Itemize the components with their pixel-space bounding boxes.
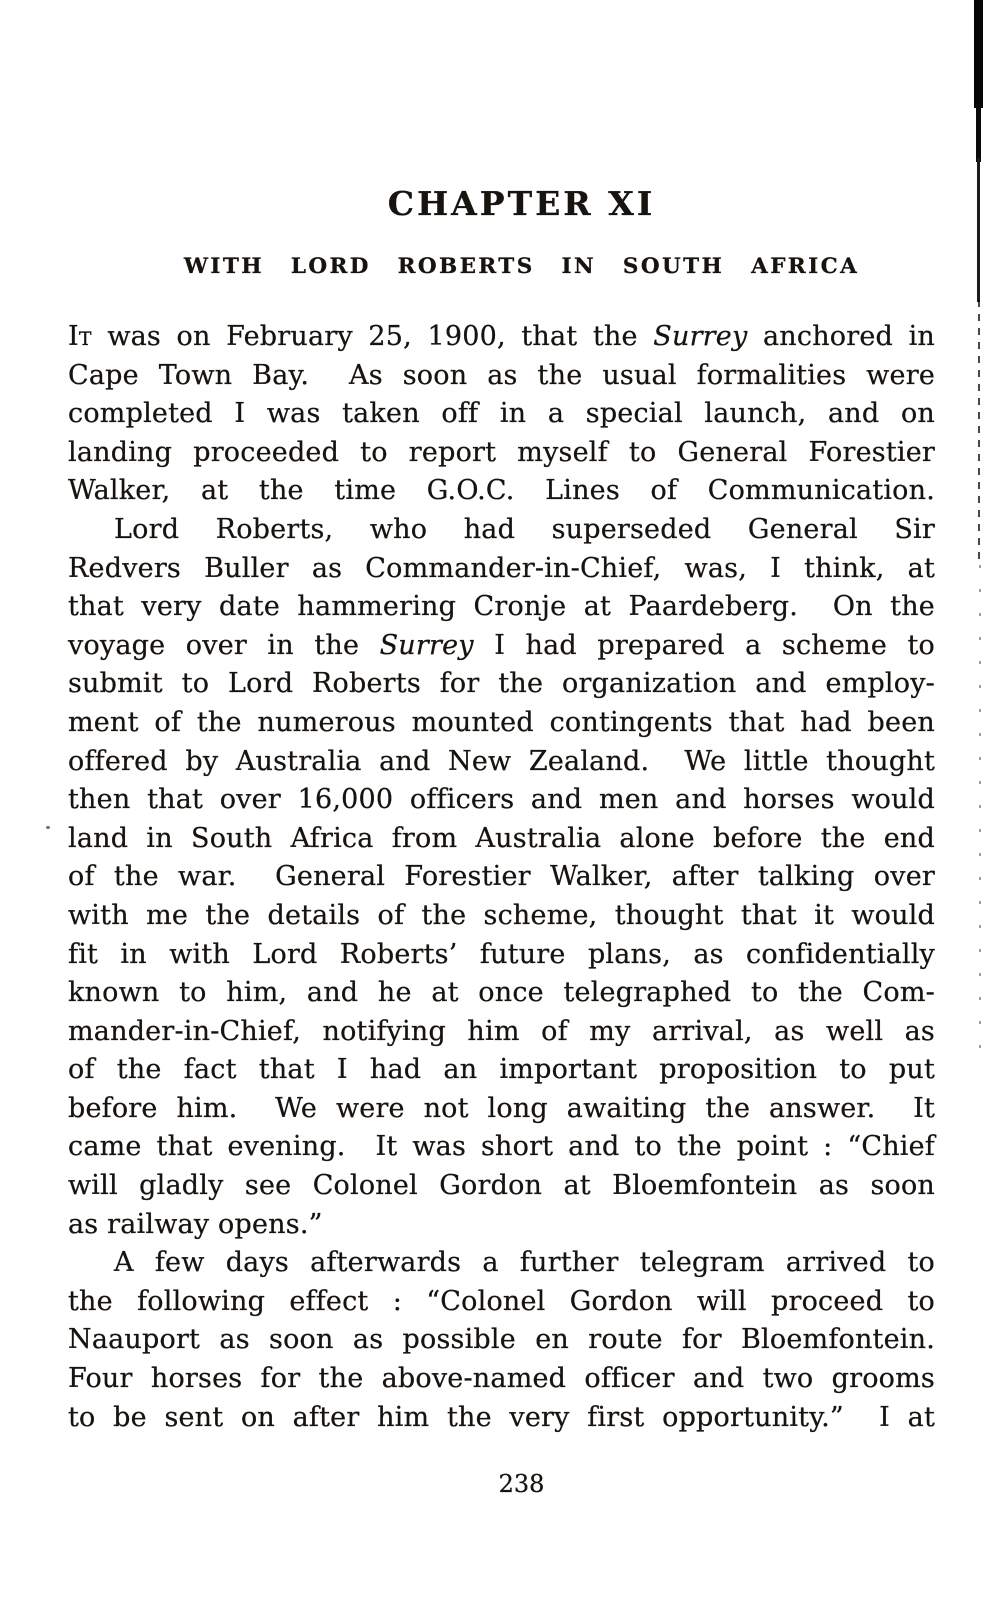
text-line: as railway opens.” [68, 1208, 323, 1240]
text-line: Cape Town Bay. As soon as the usual formalities were [68, 359, 935, 391]
chapter-heading: CHAPTER XI [387, 184, 656, 223]
text-line: then that over 16,000 officers and men and horses would [68, 784, 935, 816]
text-line: of the fact that I had an important proposition to put [68, 1054, 935, 1086]
text-line: with me the details of the scheme, thought that it would [68, 899, 935, 931]
text-line: Lord Roberts, who had superseded General Sir [114, 513, 935, 545]
text-line: mander-in-Chief, notifying him of my arrival, as well as [68, 1015, 935, 1047]
scan-edge-artifact [977, 158, 980, 302]
text-line: It was on February 25, 1900, that the Surrey anchored in [68, 321, 935, 352]
text-line: Walker, at the time G.O.C. Lines of Communication. [68, 475, 935, 507]
text-line: came that evening. It was short and to the point : “Chief [68, 1131, 935, 1163]
paragraph [68, 318, 935, 511]
text-line: voyage over in the Surrey I had prepared a scheme to [68, 629, 935, 661]
text-line: Redvers Buller as Commander-in-Chief, was, I think, at [68, 552, 935, 584]
body-text [68, 318, 935, 1437]
text-line: before him. We were not long awaiting the answer. It [68, 1092, 935, 1124]
text-line: ment of the numerous mounted contingents that had been [68, 706, 935, 738]
text-line: Naauport as soon as possible en route for Bloemfontein. [68, 1324, 935, 1356]
scan-edge-artifact [974, 0, 983, 108]
paragraph [68, 1244, 935, 1437]
text-line: land in South Africa from Australia alone before the end [68, 822, 935, 854]
text-line: completed I was taken off in a special launch, and on [68, 398, 935, 430]
text-line: Four horses for the above-named officer and two grooms [68, 1363, 935, 1395]
margin-speck-artifact [46, 826, 50, 829]
text-line: the following effect : “Colonel Gordon will proceed to [68, 1285, 935, 1317]
text-line: landing proceeded to report myself to General Forestier [68, 436, 935, 468]
text-line: offered by Australia and New Zealand. We little thought [68, 745, 935, 777]
scan-edge-artifact [979, 565, 981, 1055]
scan-edge-artifact [978, 300, 980, 565]
page-number: 238 [498, 1470, 545, 1498]
paragraph [68, 511, 935, 1244]
text-line: known to him, and he at once telegraphed to the Com- [68, 977, 935, 1009]
text-line: that very date hammering Cronje at Paardeberg. On the [68, 591, 935, 623]
text-line: fit in with Lord Roberts’ future plans, as confidentially [68, 938, 935, 970]
text-line: to be sent on after him the very first opportunity.” I at [68, 1401, 935, 1433]
text-line: will gladly see Colonel Gordon at Bloemfontein as soon [68, 1170, 935, 1202]
text-line: of the war. General Forestier Walker, after talking over [68, 861, 935, 893]
text-line: submit to Lord Roberts for the organization and employ- [68, 668, 935, 700]
scan-edge-artifact [976, 104, 981, 162]
text-line: A few days afterwards a further telegram arrived to [114, 1247, 935, 1279]
section-title: WITH LORD ROBERTS IN SOUTH AFRICA [183, 254, 860, 279]
